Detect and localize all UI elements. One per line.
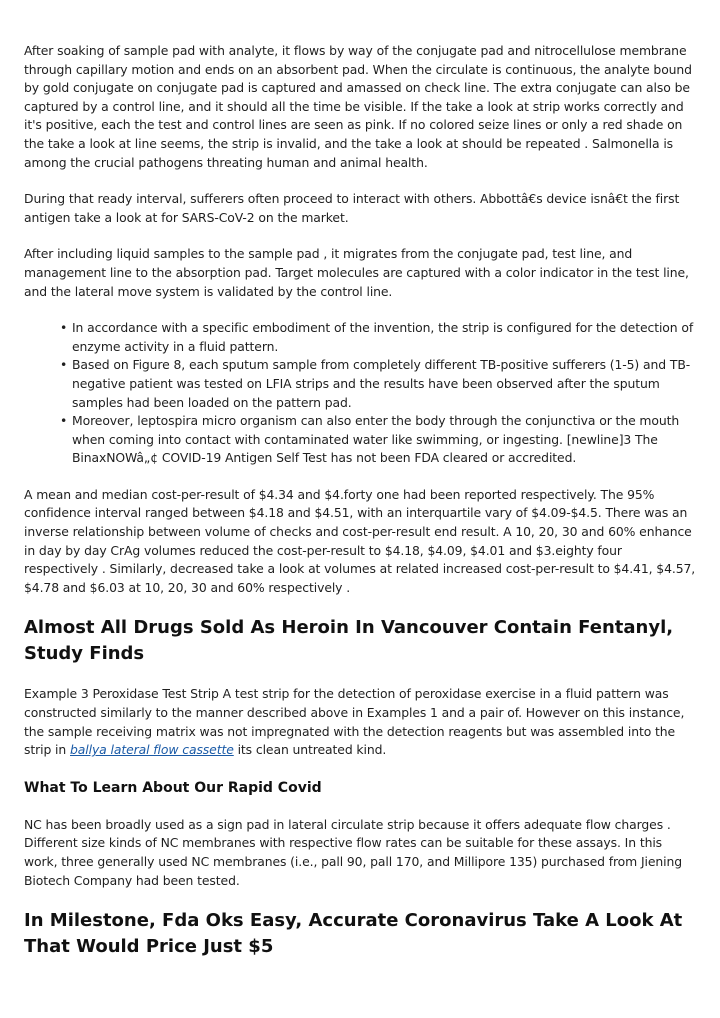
paragraph-text-after-link: its clean untreated kind. bbox=[233, 742, 387, 758]
paragraph-liquid-samples: After including liquid samples to the sample pad , it migrates from the conjugate pad, test line, and management line to the absorption pad. Target molecules are captured with a color indicator in the test line, and the lateral move system is validated by the control line. bbox=[24, 246, 689, 299]
paragraph-nc-membranes: NC has been broadly used as a sign pad in lateral circulate strip because it offers adequate flow charges . Different size kinds of NC membranes with respective flow rates can be suitable for these assays. In this work, three generally used NC membranes (i.e., pall 90, pall 170, and Millipore 135) purchased from Jiening Biotech Company had been tested. bbox=[24, 816, 683, 888]
list-item: • In accordance with a specific embodiment of the invention, the strip is configured for the detection of enzyme activity in a fluid pattern. bbox=[72, 319, 696, 356]
paragraph-text-before-link: Example 3 Peroxidase Test Strip A test strip for the detection of peroxidase exercise in a fluid pattern was constructed similarly to the manner described above in Examples 1 and a pair of. However on this instance, the sample receiving matrix was not impregnated with the detection reagents but was assembled into the strip in bbox=[24, 686, 685, 758]
section-heading-fda-milestone: In Milestone, Fda Oks Easy, Accurate Coronavirus Take A Look At That Would Price Just $5 bbox=[24, 910, 683, 958]
section-heading-fentanyl: Almost All Drugs Sold As Heroin In Vancouver Contain Fentanyl, Study Finds bbox=[24, 617, 674, 665]
bullet-list bbox=[24, 319, 696, 468]
paragraph-analyte-flow: After soaking of sample pad with analyte, it flows by way of the conjugate pad and nitrocellulose membrane through capillary motion and ends on an absorbent pad. When the circulate is continuous, the analyte bound by gold conjugate on conjugate pad is captured and amassed on check line. The extra conjugate can also be captured by a control line, and it should all the time be visible. If the take a look at strip works correctly and it's positive, each the test and control lines are seen as pink. If no colored seize lines or only a red shade on the take a look at line seems, the strip is invalid, and the take a look at should be repeated . Salmonella is among the crucial pathogens threating human and animal health. bbox=[24, 43, 692, 170]
ballya-cassette-link[interactable]: ballya lateral flow cassette bbox=[70, 742, 234, 758]
paragraph-peroxidase-example bbox=[24, 685, 696, 759]
list-item: • Based on Figure 8, each sputum sample from completely different TB-positive sufferers (1-5) and TB-negative patient was tested on LFIA strips and the results have been observed after the sputum samples had been loaded on the pattern pad. bbox=[72, 356, 696, 412]
section-subheading-rapid-covid: What To Learn About Our Rapid Covid bbox=[24, 779, 322, 796]
list-item: • Moreover, leptospira micro organism can also enter the body through the conjunctiva or the mouth when coming into contact with contaminated water like swimming, or ingesting. [newline]3 The BinaxNOWâ„¢ COVID-19 Antigen Self Test has not been FDA cleared or accredited. bbox=[72, 412, 696, 468]
paragraph-waiting-interval: During that ready interval, sufferers often proceed to interact with others. Abbottâ€s device isnâ€t the first antigen take a look at for SARS-CoV-2 on the market. bbox=[24, 191, 680, 225]
paragraph-cost-per-result: A mean and median cost-per-result of $4.34 and $4.forty one had been reported respectively. The 95% confidence interval ranged between $4.18 and $4.51, with an interquartile vary of $4.09-$4.5. There was an inverse relationship between volume of checks and cost-per-result end result. A 10, 20, 30 and 60% enhance in day by day CrAg volumes reduced the cost-per-result to $4.18, $4.09, $4.01 and $3.eighty four respectively . Similarly, decreased take a look at volumes at related increased cost-per-result to $4.41, $4.57, $4.78 and $6.03 at 10, 20, 30 and 60% respectively . bbox=[24, 486, 696, 595]
